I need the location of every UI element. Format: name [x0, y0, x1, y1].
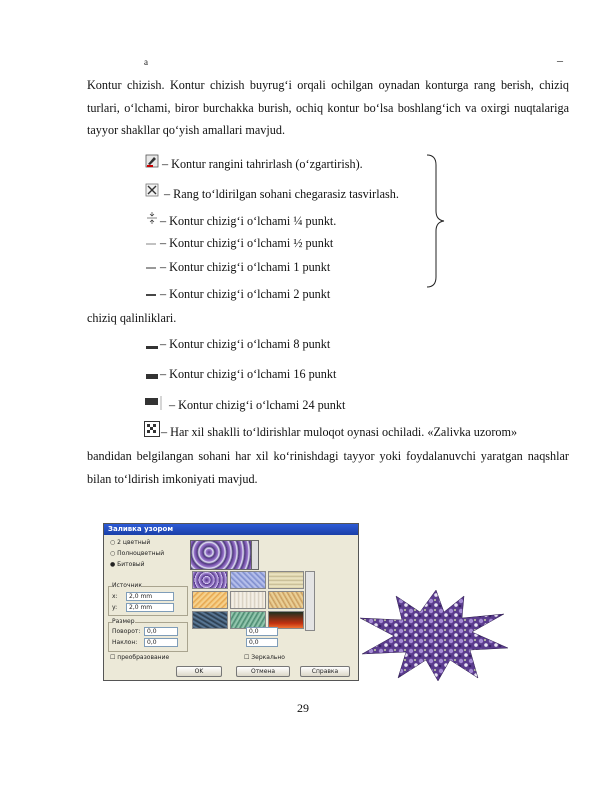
item-line-24pt: – Kontur chizig‘i o‘lchami 24 punkt	[169, 398, 346, 412]
option-bitmap[interactable]: ● Битовый	[110, 561, 145, 568]
option-two-color[interactable]: ○ 2 цветный	[110, 539, 151, 546]
item-line-2pt: – Kontur chizig‘i o‘lchami 2 punkt	[160, 287, 331, 301]
hairline-icon	[145, 211, 159, 225]
transform-checkbox-label: преобразование	[117, 654, 170, 661]
size-group-label: Размер	[112, 618, 135, 625]
tiles-scrollbar[interactable]	[305, 571, 315, 631]
item-line-16pt: – Kontur chizig‘i o‘lchami 16 punkt	[160, 367, 337, 381]
origin-group-label: Источник	[112, 582, 142, 589]
item-line-half: – Kontur chizig‘i o‘lchami ½ punkt	[160, 236, 334, 250]
item-no-outline: – Rang to‘ldirilgan sohani chegarasiz tasvirlash.	[164, 187, 399, 201]
width-field[interactable]: 0,0	[246, 627, 278, 636]
pattern-item-rest: bandidan belgilangan sohani har xil ko‘rinishdagi tayyor yoki foydalanuvchi yaratgan naqshlar bilan to‘ldirish imkoniyati mavjud.	[87, 449, 569, 486]
item-line-8pt: – Kontur chizig‘i o‘lchami 8 punkt	[160, 337, 331, 351]
pattern-tile-paper[interactable]	[230, 591, 266, 609]
y-label: y:	[112, 604, 118, 611]
ok-button[interactable]: OK	[176, 666, 222, 677]
origin-x-field[interactable]: 2,0 mm	[126, 592, 174, 601]
grouping-brace-icon	[425, 153, 447, 289]
origin-y-field[interactable]: 2,0 mm	[126, 603, 174, 612]
line-16pt-icon	[145, 373, 159, 382]
option-full-color[interactable]: ○ Полноцветный	[110, 550, 165, 557]
pattern-preview[interactable]	[190, 540, 252, 570]
no-outline-icon	[145, 183, 159, 197]
item-line-1pt: – Kontur chizig‘i o‘lchami 1 punkt	[160, 260, 331, 274]
skew-label: Наклон:	[112, 639, 138, 646]
pattern-tile-wood[interactable]	[268, 591, 304, 609]
page-number: 29	[297, 701, 309, 715]
pen-color-icon	[145, 154, 159, 168]
x-label: x:	[112, 593, 118, 600]
option-two-color-label: 2 цветный	[117, 539, 151, 546]
transform-checkbox[interactable]: ☐ преобразование	[110, 654, 170, 661]
intro-paragraph: Kontur chizish. Kontur chizish buyrug‘i orqali ochilgan oynadan konturga rang berish, chiziq turlari, o‘lchami, biror burchakka burish, ochiq kontur bo‘lsa boshlang‘ich va oxirgi nuqtalariga tayyor shakllar qo‘yish amallari mavjud.	[87, 78, 569, 138]
dialog-title: Заливка узором	[104, 524, 358, 535]
preview-dropdown-arrow[interactable]	[251, 540, 259, 570]
line-8pt-icon	[145, 344, 159, 352]
line-half-icon	[145, 240, 157, 248]
header-right-mark: –	[557, 53, 563, 67]
pattern-tile-dark[interactable]	[192, 611, 228, 629]
item-hairline: – Kontur chizig‘i o‘lchami ¼ punkt.	[160, 214, 337, 228]
pattern-tile-sand[interactable]	[268, 571, 304, 589]
skew-field[interactable]: 0,0	[144, 638, 178, 647]
help-button[interactable]: Справка	[300, 666, 350, 677]
pattern-fill-dialog	[103, 523, 359, 681]
rotate-label: Поворот:	[112, 628, 141, 635]
pattern-tile-flowers[interactable]	[192, 571, 228, 589]
rotate-field[interactable]: 0,0	[144, 627, 178, 636]
pattern-item-first-line: – Har xil shaklli to‘ldirishlar muloqot oynasi ochiladi. «Zalivka uzorom»	[161, 425, 518, 439]
header-left-mark: a	[144, 57, 148, 67]
middle-text: chiziq qalinliklari.	[87, 311, 177, 325]
line-1pt-icon	[145, 264, 157, 272]
height-field[interactable]: 0,0	[246, 638, 278, 647]
pattern-tile-blue[interactable]	[230, 571, 266, 589]
mirror-checkbox-label: Зеркально	[251, 654, 285, 661]
pattern-filled-star	[358, 588, 510, 682]
line-2pt-icon	[145, 291, 157, 299]
line-24pt-icon	[144, 395, 164, 411]
mirror-checkbox[interactable]: ☐ Зеркально	[244, 654, 285, 661]
pattern-tile-orange[interactable]	[192, 591, 228, 609]
option-full-color-label: Полноцветный	[117, 550, 165, 557]
option-bitmap-label: Битовый	[117, 561, 145, 568]
pattern-fill-icon	[144, 421, 160, 437]
item-pen-color: – Kontur rangini tahrirlash (o‘zgartirish).	[162, 157, 363, 171]
cancel-button[interactable]: Отмена	[236, 666, 290, 677]
